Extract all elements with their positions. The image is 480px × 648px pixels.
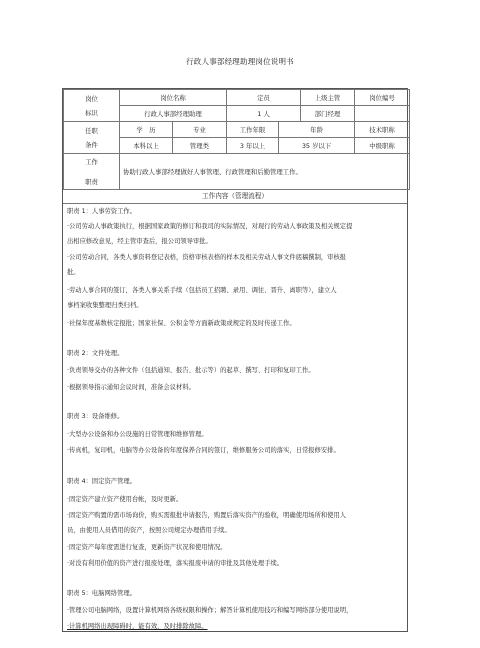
content-line: 职责 5：电脑网络管理。	[67, 590, 136, 597]
post-label-top: 岗位	[85, 94, 98, 103]
content-line: 员，由使用人员借用的资产，按照公司规定办理借用手续。	[67, 527, 231, 534]
content-line: ·计算机网络出现障碍时，能有效，及时排除故障。	[67, 623, 208, 630]
content-line: ·固定资产购置的需市场询价，购买需报批申请报告，购置后落实资产的验收，明确使用场所和使用人	[67, 512, 347, 519]
content-line: 批。	[67, 269, 80, 276]
duty-label-bottom: 职责	[85, 177, 98, 186]
duty-label	[64, 154, 120, 190]
val-superior: 部门经理	[301, 106, 355, 122]
content-line: 职责 1：人事劳资工作。	[67, 208, 136, 215]
content-line: ·对没有利用价值的资产进行报废处理，落实报废申请的审批及其他处理手续。	[67, 560, 284, 567]
val-age: 35 岁以下	[279, 138, 355, 154]
page-title: 行政人事部经理助理岗位说明书	[186, 57, 294, 66]
col-superior: 上级主管	[301, 90, 355, 106]
content-line: ·公司劳动合同，各类人事资料登记表格，资格审核表格的样本及相关劳动人事文件底稿撰制，审核报	[67, 254, 347, 261]
content-line: ·管理公司电脑网络，设置计算机网络各级权限和操作；解答计算机使用技巧和编写网络部分使用说明，	[67, 607, 353, 614]
col-quota: 定员	[227, 90, 301, 106]
col-years: 工作年限	[227, 122, 279, 138]
content-line: 职责 3：设备维修。	[67, 413, 124, 420]
val-major: 管理类	[173, 138, 227, 154]
content-title: 工作内容（管理流程）	[63, 189, 407, 204]
val-post-name: 行政人事部经理助理	[120, 106, 227, 122]
val-title: 中级职称	[355, 138, 410, 154]
duty-label-top: 工作	[85, 157, 98, 166]
content-line: 事档案收集整理归类归档。	[67, 302, 143, 309]
post-identity-label	[64, 90, 120, 122]
content-line: ·劳动人事合同的签订，各类人事关系手续（包括员工招聘、录用、调往、晋升、离职等），建立人	[67, 287, 337, 294]
content-line: ·负责领导交办的各种文件（包括通知、报告、批示等）的起草、撰写、打印和复印工作。	[67, 367, 315, 374]
col-education: 学 历	[120, 122, 173, 138]
req-label-top: 任职	[85, 126, 98, 135]
content-line: ·社保年度基数核定报批；国家社保、公积金等方面新政策或规定的及时传递工作。	[67, 320, 296, 327]
val-post-code	[355, 106, 410, 122]
val-education: 本科以上	[120, 138, 173, 154]
col-age: 年龄	[279, 122, 355, 138]
job-description-sheet	[62, 88, 408, 632]
header-table	[63, 89, 410, 190]
content-line: ·根据领导指示通知会议时间，准备会议材料。	[67, 384, 195, 391]
content-line: 出相应修改意见，经主管审查后，报公司领导审批。	[67, 238, 212, 245]
content-line: ·传真机，复印机，电脑等办公设备的年度保养合同的签订，维修服务公司的落实，日常报修安排。	[67, 447, 340, 454]
duty-text: 协助行政人事部经理做好人事管理、行政管理和后勤管理工作。	[120, 154, 410, 190]
val-years: 3 年以上	[227, 138, 279, 154]
requirements-label	[64, 122, 120, 154]
req-label-bottom: 条件	[85, 140, 98, 149]
content-line: 职责 2：文件处理。	[67, 350, 124, 357]
post-label-bottom: 标识	[85, 108, 98, 117]
val-quota: 1 人	[227, 106, 301, 122]
content-line: ·公司劳动人事政策执行，根据国家政策的修订和我司的实际情况，对现行的劳动人事政策及相关规定提	[67, 223, 353, 230]
col-major: 专业	[173, 122, 227, 138]
col-post-name: 岗位名称	[120, 90, 227, 106]
col-title: 技术职称	[355, 122, 410, 138]
col-post-code: 岗位编号	[355, 90, 410, 106]
content-line: ·固定资产每年度需进行复查，更新资产状况和使用情况。	[67, 544, 227, 551]
content-line: ·大型办公设备和办公设施的日常管理和维修管理。	[67, 431, 208, 438]
content-line: ·固定资产建立资产使用台帐，及时更新。	[67, 496, 183, 503]
content-line: 职责 4：固定资产管理。	[67, 478, 136, 485]
